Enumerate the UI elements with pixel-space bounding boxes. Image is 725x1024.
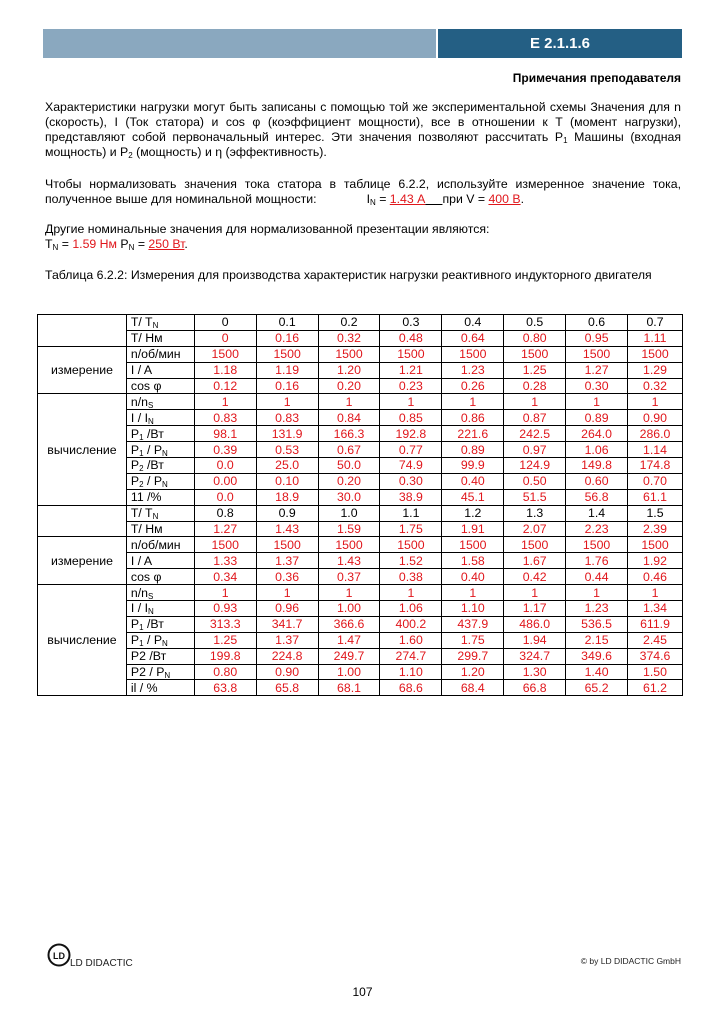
table-cell: 1500	[442, 537, 504, 553]
table-cell: 1500	[566, 537, 628, 553]
table-cell: 1.59	[318, 521, 380, 537]
table-cell: 1.10	[442, 601, 504, 617]
row-label: $P_1 / P_N$	[126, 442, 194, 458]
table-cell: 1.60	[380, 632, 442, 648]
table-cell: 0.0	[194, 458, 256, 474]
group-label: вычисление	[38, 585, 127, 696]
table-cell: 1500	[318, 537, 380, 553]
table-cell: 1	[318, 585, 380, 601]
table-cell: 0.7	[628, 315, 683, 331]
table-cell: 1.18	[194, 362, 256, 378]
torque-ratio-row	[38, 505, 683, 521]
table-cell: 0.9	[256, 505, 318, 521]
table-cell: 0.93	[194, 601, 256, 617]
row-label: $P_2$ /Вт	[126, 458, 194, 474]
table-cell: 199.8	[194, 648, 256, 664]
table-cell: 221.6	[442, 426, 504, 442]
table-cell: 1.91	[442, 521, 504, 537]
row-label: n/об/мин	[126, 537, 194, 553]
table-cell: 0.84	[318, 410, 380, 426]
row-label: P2 /Вт	[126, 648, 194, 664]
table-cell: 0.34	[194, 569, 256, 585]
table-cell: 1.43	[318, 553, 380, 569]
table-cell: 99.9	[442, 458, 504, 474]
table-cell: 1.33	[194, 553, 256, 569]
table-cell: 1.00	[318, 601, 380, 617]
table-cell: 1	[194, 394, 256, 410]
calculation-row	[38, 601, 683, 617]
table-cell: 1500	[256, 346, 318, 362]
table-cell: 0.1	[256, 315, 318, 331]
table-cell: 313.3	[194, 616, 256, 632]
nominal-values-paragraph: Другие номинальные значения для нормализованной презентации являются: $T_N = 1.59$ Нм $P_N = 250$ Вт.	[45, 222, 490, 252]
table-cell: 1	[628, 585, 683, 601]
table-cell: 286.0	[628, 426, 683, 442]
group-label: измерение	[38, 537, 127, 585]
copyright: © by LD DIDACTIC GmbH	[580, 956, 681, 966]
row-label: $P_1$ /Вт	[126, 426, 194, 442]
table-cell: 1.50	[628, 664, 683, 680]
table-cell: 0.44	[566, 569, 628, 585]
document-code: E 2.1.1.6	[438, 29, 682, 58]
table-cell: 0.10	[256, 473, 318, 489]
row-label: $P2 / P_N$	[126, 664, 194, 680]
table-cell: 1.2	[442, 505, 504, 521]
table-cell: 18.9	[256, 489, 318, 505]
table-cell: 74.9	[380, 458, 442, 474]
table-cell: 0.36	[256, 569, 318, 585]
table-cell: 1.58	[442, 553, 504, 569]
table-cell: 1.10	[380, 664, 442, 680]
row-label: $n/n_S$	[126, 394, 194, 410]
logo-text: LD DIDACTIC	[70, 958, 133, 969]
table-cell: 1500	[566, 346, 628, 362]
table-cell: 0.39	[194, 442, 256, 458]
row-label: $P_1$ /Вт	[126, 616, 194, 632]
torque-ratio-row	[38, 315, 683, 331]
table-cell: 0.23	[380, 378, 442, 394]
torque-nm-row	[38, 521, 683, 537]
table-cell: 224.8	[256, 648, 318, 664]
table-cell: 1.19	[256, 362, 318, 378]
table-cell: 0.26	[442, 378, 504, 394]
row-label: T/ Нм	[126, 521, 194, 537]
calculation-row	[38, 394, 683, 410]
table-cell: 0.6	[566, 315, 628, 331]
nominal-power-value: 250 Вт	[148, 237, 185, 251]
table-cell: 1	[380, 585, 442, 601]
table-cell: 68.6	[380, 680, 442, 696]
measurement-row	[38, 362, 683, 378]
table-cell: 0.60	[566, 473, 628, 489]
table-cell: 0.32	[318, 330, 380, 346]
table-cell: 1.47	[318, 632, 380, 648]
table-cell: 2.07	[504, 521, 566, 537]
table-cell: 1.20	[442, 664, 504, 680]
table-cell: 65.8	[256, 680, 318, 696]
table-cell: 63.8	[194, 680, 256, 696]
calculation-row	[38, 410, 683, 426]
table-cell: 50.0	[318, 458, 380, 474]
table-cell: 174.8	[628, 458, 683, 474]
table-cell: 324.7	[504, 648, 566, 664]
table-cell: 149.8	[566, 458, 628, 474]
measurement-row	[38, 378, 683, 394]
table-cell: 1500	[380, 537, 442, 553]
table-cell: 0.89	[566, 410, 628, 426]
table-cell: 0.85	[380, 410, 442, 426]
table-cell: 1500	[318, 346, 380, 362]
table-cell: 0.30	[566, 378, 628, 394]
table-cell: 0.12	[194, 378, 256, 394]
table-cell: 1500	[256, 537, 318, 553]
table-cell: 0.64	[442, 330, 504, 346]
table-cell: 400.2	[380, 616, 442, 632]
table-cell: 1	[504, 394, 566, 410]
table-cell: 0	[194, 330, 256, 346]
table-cell: 68.4	[442, 680, 504, 696]
table-cell: 1500	[380, 346, 442, 362]
table-cell: 0.95	[566, 330, 628, 346]
table-cell: 1.75	[442, 632, 504, 648]
table-cell: 374.6	[628, 648, 683, 664]
table-cell: 192.8	[380, 426, 442, 442]
table-cell: 1	[256, 585, 318, 601]
table-cell: 1.37	[256, 553, 318, 569]
row-label: I / A	[126, 553, 194, 569]
measurement-row	[38, 553, 683, 569]
table-cell: 0.37	[318, 569, 380, 585]
nominal-voltage-value: 400 В	[488, 192, 521, 206]
calculation-row	[38, 489, 683, 505]
nominal-torque-value: 1.59 Нм	[72, 237, 117, 251]
table-cell: 0.96	[256, 601, 318, 617]
table-cell: 1.27	[194, 521, 256, 537]
group-label: вычисление	[38, 394, 127, 505]
normalize-paragraph: Чтобы нормализовать значения тока статора в таблице 6.2.2, используйте измеренное значение тока, полученное выше для номинальной мощности: $I_N = 1.43$ А при V = 400 В.	[45, 177, 681, 207]
group-label	[38, 505, 127, 537]
table-cell: 0.38	[380, 569, 442, 585]
table-cell: 2.15	[566, 632, 628, 648]
table-cell: 486.0	[504, 616, 566, 632]
torque-nm-row	[38, 330, 683, 346]
table-cell: 1.00	[318, 664, 380, 680]
table-cell: 38.9	[380, 489, 442, 505]
calculation-row	[38, 473, 683, 489]
table-cell: 349.6	[566, 648, 628, 664]
table-cell: 1	[442, 585, 504, 601]
measurement-row	[38, 537, 683, 553]
table-cell: 1.25	[504, 362, 566, 378]
table-cell: 1.30	[504, 664, 566, 680]
table-cell: 98.1	[194, 426, 256, 442]
table-cell: 0.83	[194, 410, 256, 426]
table-cell: 56.8	[566, 489, 628, 505]
row-label: $P_2 / P_N$	[126, 473, 194, 489]
table-cell: 2.39	[628, 521, 683, 537]
header-bar	[43, 29, 436, 58]
table-cell: 1.4	[566, 505, 628, 521]
table-cell: 536.5	[566, 616, 628, 632]
table-cell: 0.48	[380, 330, 442, 346]
table-cell: 1.17	[504, 601, 566, 617]
table-caption: Таблица 6.2.2: Измерения для производства характеристик нагрузки реактивного индукторного двигателя	[45, 268, 652, 282]
table-cell: 0.90	[256, 664, 318, 680]
table-cell: 1.1	[380, 505, 442, 521]
table-cell: 0.83	[256, 410, 318, 426]
table-cell: 0.42	[504, 569, 566, 585]
table-cell: 0.77	[380, 442, 442, 458]
table-cell: 25.0	[256, 458, 318, 474]
row-label: I / $I_N$	[126, 410, 194, 426]
table-cell: 1.94	[504, 632, 566, 648]
table-cell: 1	[318, 394, 380, 410]
row-label: cos φ	[126, 569, 194, 585]
table-cell: 299.7	[442, 648, 504, 664]
table-cell: 1500	[504, 346, 566, 362]
table-cell: 68.1	[318, 680, 380, 696]
group-label: измерение	[38, 346, 127, 394]
table-cell: 0.89	[442, 442, 504, 458]
table-cell: 65.2	[566, 680, 628, 696]
table-cell: 0.86	[442, 410, 504, 426]
row-label: I / $I_N$	[126, 601, 194, 617]
table-cell: 0.30	[380, 473, 442, 489]
table-cell: 0.20	[318, 473, 380, 489]
table-cell: 0.97	[504, 442, 566, 458]
table-cell: 66.8	[504, 680, 566, 696]
table-cell: 1.34	[628, 601, 683, 617]
table-cell: 1.06	[380, 601, 442, 617]
table-cell: 1.0	[318, 505, 380, 521]
table-cell: 1	[194, 585, 256, 601]
calculation-row	[38, 458, 683, 474]
row-label: I / A	[126, 362, 194, 378]
table-cell: 1.27	[566, 362, 628, 378]
table-cell: 131.9	[256, 426, 318, 442]
table-cell: 1.23	[566, 601, 628, 617]
table-cell: 1.37	[256, 632, 318, 648]
table-cell: 0.80	[194, 664, 256, 680]
table-cell: 2.23	[566, 521, 628, 537]
table-cell: 1	[442, 394, 504, 410]
table-cell: 249.7	[318, 648, 380, 664]
table-cell: 45.1	[442, 489, 504, 505]
table-cell: 1.3	[504, 505, 566, 521]
table-cell: 0.50	[504, 473, 566, 489]
table-cell: 0.67	[318, 442, 380, 458]
calculation-row	[38, 616, 683, 632]
measurement-table	[37, 314, 683, 696]
table-cell: 1	[566, 394, 628, 410]
table-cell: 1.40	[566, 664, 628, 680]
table-cell: 242.5	[504, 426, 566, 442]
table-cell: 0.70	[628, 473, 683, 489]
calculation-row	[38, 680, 683, 696]
table-cell: 0.8	[194, 505, 256, 521]
table-cell: 1.43	[256, 521, 318, 537]
table-cell: 1.5	[628, 505, 683, 521]
table-cell: 0.40	[442, 569, 504, 585]
row-label: cos φ	[126, 378, 194, 394]
table-cell: 264.0	[566, 426, 628, 442]
row-label: T/ $T_N$	[126, 505, 194, 521]
table-cell: 1.14	[628, 442, 683, 458]
calculation-row	[38, 632, 683, 648]
table-cell: 1.23	[442, 362, 504, 378]
group-label	[38, 315, 127, 347]
table-cell: 437.9	[442, 616, 504, 632]
table-cell: 0.28	[504, 378, 566, 394]
table-cell: 166.3	[318, 426, 380, 442]
table-cell: 1500	[194, 537, 256, 553]
table-cell: 30.0	[318, 489, 380, 505]
measurement-row	[38, 346, 683, 362]
table-cell: 124.9	[504, 458, 566, 474]
table-cell: 1	[566, 585, 628, 601]
table-cell: 1500	[504, 537, 566, 553]
table-cell: 0.2	[318, 315, 380, 331]
table-cell: 1500	[442, 346, 504, 362]
table-cell: 2.45	[628, 632, 683, 648]
table-cell: 0.90	[628, 410, 683, 426]
table-cell: 0.53	[256, 442, 318, 458]
table-cell: 0.80	[504, 330, 566, 346]
section-title: Примечания преподавателя	[512, 71, 681, 85]
table-cell: 1	[504, 585, 566, 601]
table-cell: 0.40	[442, 473, 504, 489]
calculation-row	[38, 648, 683, 664]
table-cell: 0.5	[504, 315, 566, 331]
calculation-row	[38, 585, 683, 601]
table-cell: 1.67	[504, 553, 566, 569]
table-cell: 1	[628, 394, 683, 410]
table-cell: 0.4	[442, 315, 504, 331]
table-cell: 0.32	[628, 378, 683, 394]
table-cell: 611.9	[628, 616, 683, 632]
calculation-row	[38, 426, 683, 442]
ld-logo-mark: LD	[53, 951, 65, 961]
table-cell: 1500	[194, 346, 256, 362]
row-label: T/ Нм	[126, 330, 194, 346]
table-cell: 1.25	[194, 632, 256, 648]
table-cell: 0.20	[318, 378, 380, 394]
row-label: 11 /%	[126, 489, 194, 505]
table-cell: 1.29	[628, 362, 683, 378]
ld-logo-icon	[47, 941, 71, 969]
table-cell: 0.0	[194, 489, 256, 505]
row-label: $n/n_S$	[126, 585, 194, 601]
table-cell: 274.7	[380, 648, 442, 664]
table-cell: 341.7	[256, 616, 318, 632]
table-cell: 1.11	[628, 330, 683, 346]
table-cell: 0.16	[256, 378, 318, 394]
table-cell: 51.5	[504, 489, 566, 505]
table-cell: 1.76	[566, 553, 628, 569]
row-label: n/об/мин	[126, 346, 194, 362]
measurement-row	[38, 569, 683, 585]
intro-paragraph: Характеристики нагрузки могут быть записаны с помощью той же экспериментальной схемы Значения для n (скорость), I (Ток статора) и cos φ (коэффициент мощности), все в отношении к T (момент нагрузки), представляют собой первоначальный интерес. Эти значения позволяют рассчитать $P_1$ Машины (входная мощность) и $P_2$ (мощность) и η (эффективность).	[45, 100, 681, 160]
table-cell: 0.00	[194, 473, 256, 489]
table-cell: 366.6	[318, 616, 380, 632]
table-cell: 1.20	[318, 362, 380, 378]
table-cell: 61.1	[628, 489, 683, 505]
row-label: il / %	[126, 680, 194, 696]
table-cell: 1	[256, 394, 318, 410]
table-cell: 0.3	[380, 315, 442, 331]
table-cell: 0.87	[504, 410, 566, 426]
table-cell: 1.92	[628, 553, 683, 569]
calculation-row	[38, 442, 683, 458]
table-cell: 1500	[628, 346, 683, 362]
table-cell: 0	[194, 315, 256, 331]
row-label: T/ $T_N$	[126, 315, 194, 331]
nominal-current-value: 1.43 А	[389, 192, 426, 206]
page-number: 107	[352, 985, 373, 999]
table-cell: 1500	[628, 537, 683, 553]
table-cell: 1	[380, 394, 442, 410]
table-cell: 1.75	[380, 521, 442, 537]
table-cell: 61.2	[628, 680, 683, 696]
table-cell: 0.46	[628, 569, 683, 585]
row-label: $P_1 / P_N$	[126, 632, 194, 648]
table-cell: 0.16	[256, 330, 318, 346]
table-cell: 1.06	[566, 442, 628, 458]
table-cell: 1.21	[380, 362, 442, 378]
table-cell: 1.52	[380, 553, 442, 569]
calculation-row	[38, 664, 683, 680]
